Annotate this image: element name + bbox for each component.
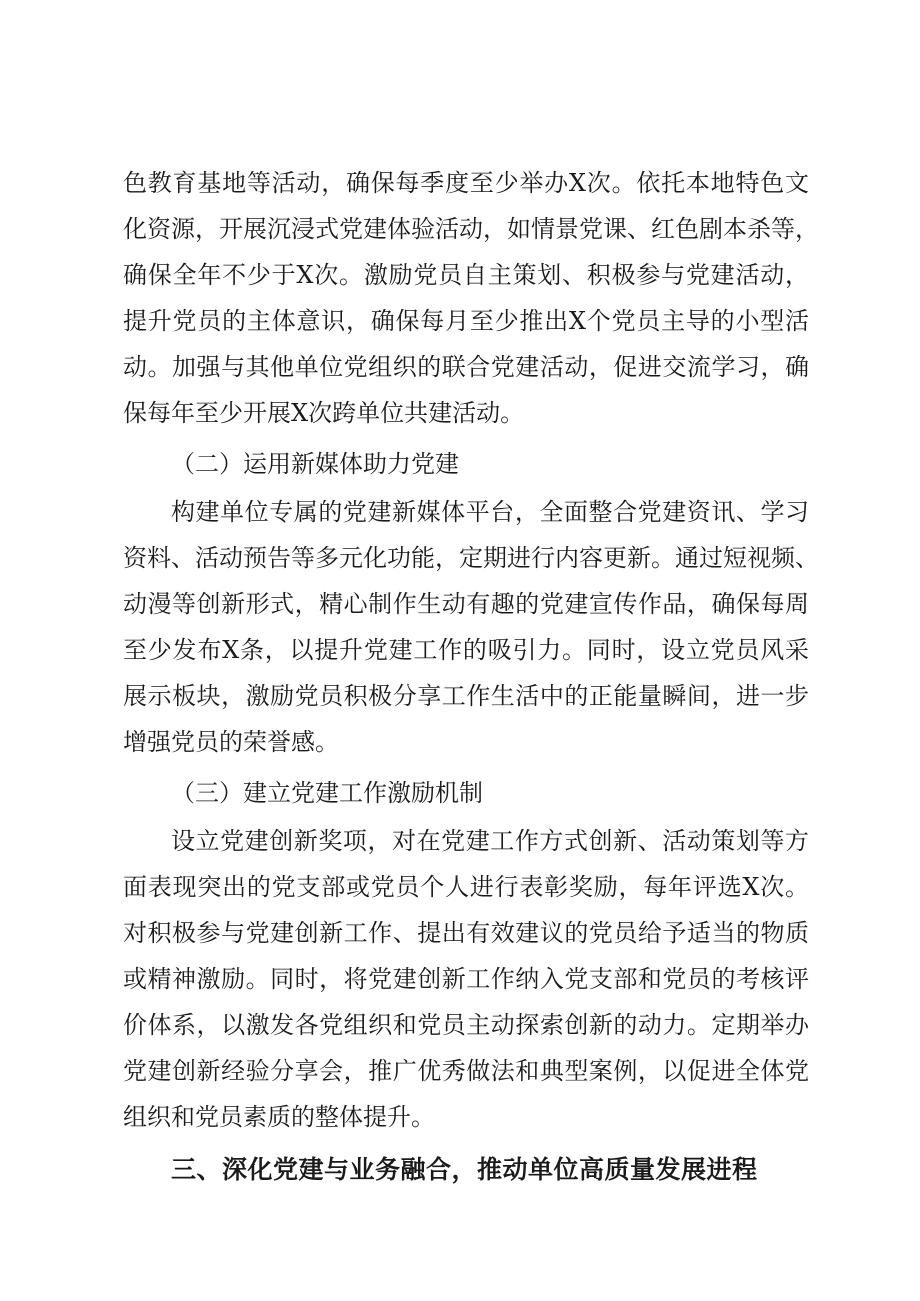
text-line: 保每年至少开展X次跨单位共建活动。 (123, 399, 525, 427)
text-line: 设立党建创新奖项，对在党建工作方式创新、活动策划等方 (171, 827, 809, 855)
subheading-incentive: （三）建立党建工作激励机制 (171, 779, 483, 807)
text-line: 或精神激励。同时，将党建创新工作纳入党支部和党员的考核评 (123, 965, 809, 993)
text-line: 提升党员的主体意识，确保每月至少推出X个党员主导的小型活 (123, 307, 809, 335)
text-line: 增强党员的荣誉感。 (123, 728, 339, 756)
text-line: 动漫等创新形式，精心制作生动有趣的党建宣传作品，确保每周 (123, 590, 809, 618)
text-line: 面表现突出的党支部或党员个人进行表彰奖励，每年评选X次。 (123, 873, 809, 901)
text-line: 展示板块，激励党员积极分享工作生活中的正能量瞬间，进一步 (123, 682, 809, 710)
text-line: 党建创新经验分享会，推广优秀做法和典型案例，以促进全体党 (123, 1057, 809, 1085)
text-line: 确保全年不少于X次。激励党员自主策划、积极参与党建活动， (123, 261, 809, 289)
text-line: 构建单位专属的党建新媒体平台，全面整合党建资讯、学习 (171, 498, 809, 526)
subheading-new-media: （二）运用新媒体助力党建 (171, 450, 459, 478)
text-line: 资料、活动预告等多元化功能，定期进行内容更新。通过短视频、 (123, 544, 819, 572)
text-line: 动。加强与其他单位党组织的联合党建活动，促进交流学习，确 (123, 353, 809, 381)
section-title: 三、深化党建与业务融合，推动单位高质量发展进程 (171, 1155, 758, 1184)
text-line: 至少发布X条，以提升党建工作的吸引力。同时，设立党员风采 (123, 636, 809, 664)
text-line: 化资源，开展沉浸式党建体验活动，如情景党课、红色剧本杀等， (123, 215, 819, 243)
text-line: 价体系，以激发各党组织和党员主动探索创新的动力。定期举办 (123, 1011, 809, 1039)
text-line: 对积极参与党建创新工作、提出有效建议的党员给予适当的物质 (123, 919, 809, 947)
text-line: 组织和党员素质的整体提升。 (123, 1103, 435, 1131)
text-line: 色教育基地等活动，确保每季度至少举办X次。依托本地特色文 (123, 169, 809, 197)
